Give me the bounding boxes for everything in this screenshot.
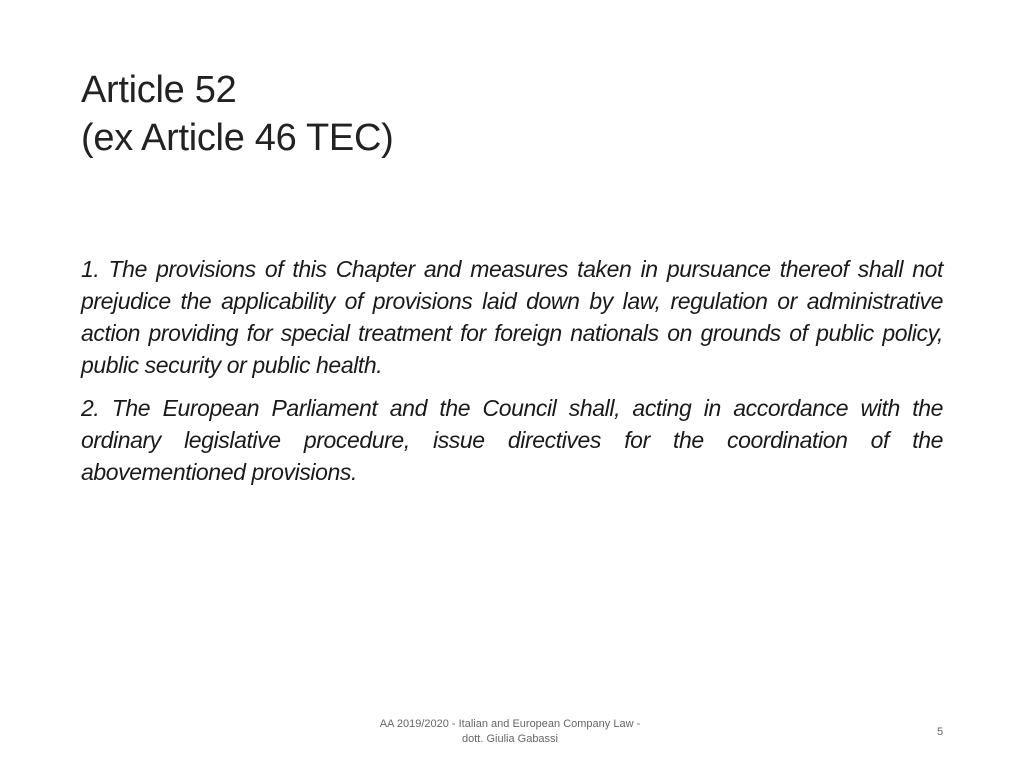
paragraph-1: 1. The provisions of this Chapter and measures taken in pursuance thereof shall not prejudice the applicability of provisions laid down by law, regulation or administrative action providing for special treatment for foreign nationals on grounds of public policy, public security or public health.: [81, 256, 943, 378]
footer-line-2: dott. Giulia Gabassi: [462, 733, 558, 745]
footer: [360, 717, 660, 747]
footer-line-1: AA 2019/2020 - Italian and European Company Law -: [379, 718, 641, 730]
slide-body: [81, 253, 943, 499]
title-line-1: Article 52: [81, 69, 237, 111]
page-number: 5: [936, 726, 944, 738]
paragraph-2: 2. The European Parliament and the Council shall, acting in accordance with the ordinary legislative procedure, issue directives for the coordination of the abovementioned provisions.: [81, 395, 943, 485]
title-line-2: (ex Article 46 TEC): [81, 117, 394, 159]
slide-title: [81, 66, 941, 162]
